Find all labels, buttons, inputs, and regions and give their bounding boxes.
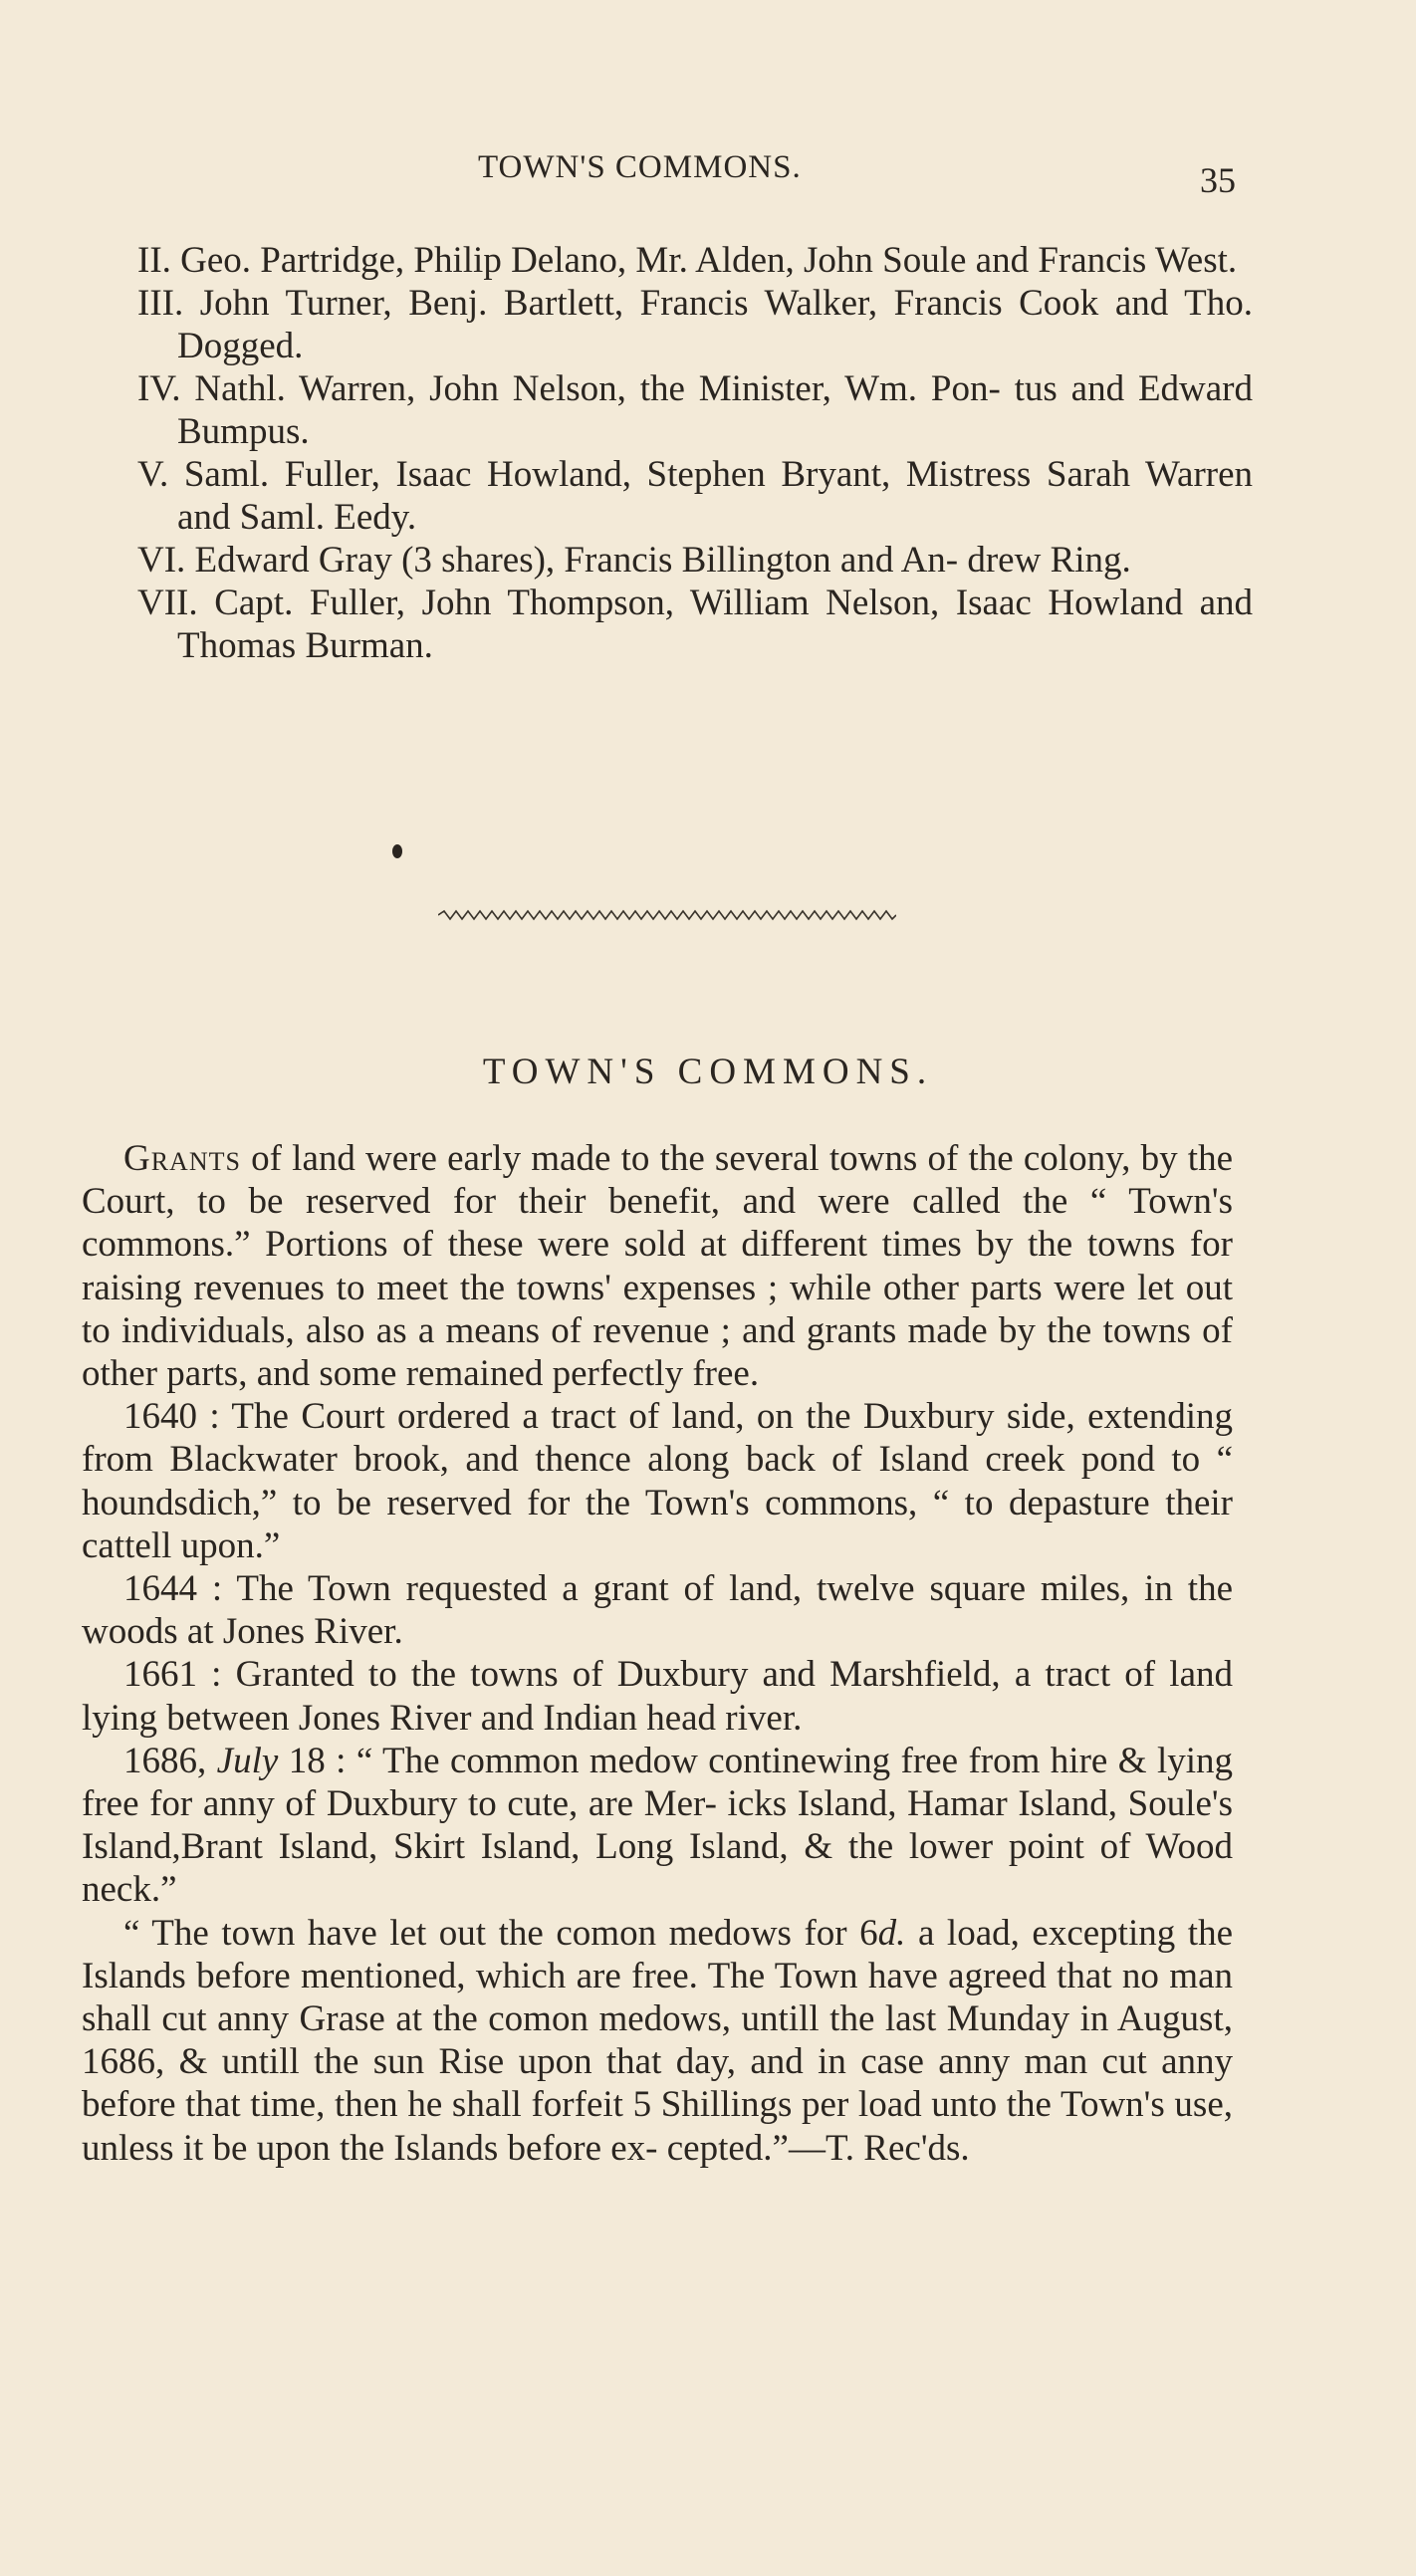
paragraph-text: of land were early made to the several towns of the colony, by the Court, to be reserved for their benefit, and were called the “ Town's commons.” Portions of these were sold at different times by the towns for raising revenues to meet the towns' expenses ; while other parts were let out to individuals, also as a means of revenue ; and grants made by the towns of other parts, and some remained perfectly free.	[82, 1138, 1233, 1395]
shares-list	[137, 239, 1253, 667]
list-item	[137, 539, 1253, 582]
list-text: John Turner, Benj. Bartlett, Francis Walker, Francis Cook and Tho. Dogged.	[177, 283, 1254, 366]
list-numeral: VI.	[137, 540, 186, 581]
drop-lead-word: Grants	[123, 1138, 241, 1179]
list-text: Edward Gray (3 shares), Francis Billington and An- drew Ring.	[194, 540, 1131, 581]
list-numeral: V.	[137, 454, 169, 495]
list-text: Nathl. Warren, John Nelson, the Minister, Wm. Pon- tus and Edward Bumpus.	[177, 368, 1254, 452]
paragraph-text: “ The town have let out the comon medows for 6	[123, 1912, 878, 1954]
list-item	[137, 282, 1253, 367]
paragraph	[82, 1137, 1233, 1395]
list-numeral: II.	[137, 240, 171, 281]
paragraph-text: a load, excepting the Islands before mentioned, which are free. The Town have agreed that no man shall cut anny Grase at the comon medows, untill the last Munday in August, 1686, & untill the sun Rise upon that day, and in case anny man cut anny before that time, then he shall forfeit 5 Shillings per load unto the Town's use, unless it be upon the Islands before ex- cepted.”—T. Rec'ds.	[82, 1912, 1233, 2169]
list-numeral: III.	[137, 283, 184, 324]
italic-month: July	[216, 1740, 279, 1781]
list-text: Geo. Partridge, Philip Delano, Mr. Alden, John Soule and Francis West.	[180, 240, 1238, 281]
section-title: TOWN'S COMMONS.	[482, 1052, 934, 1092]
list-item	[137, 582, 1253, 667]
paragraph: 1640 : The Court ordered a tract of land, on the Duxbury side, extending from Blackwater brook, and thence along back of Island creek pond to “ houndsdich,” to be reserved for the Town's commons, “ to depasture their cattell upon.”	[82, 1396, 1233, 1566]
running-title: TOWN'S COMMONS.	[478, 149, 802, 185]
italic-unit: d.	[877, 1912, 906, 1954]
list-item	[137, 367, 1253, 453]
list-item	[137, 453, 1253, 539]
page-number: 35	[1200, 160, 1236, 200]
paragraph	[82, 1740, 1233, 1912]
list-text: Saml. Fuller, Isaac Howland, Stephen Bryant, Mistress Sarah Warren and Saml. Eedy.	[177, 454, 1254, 538]
list-numeral: VII.	[137, 583, 198, 623]
wavy-rule-ornament	[438, 908, 896, 922]
paragraph: 1661 : Granted to the towns of Duxbury and Marshfield, a tract of land lying between Jones River and Indian head river.	[82, 1654, 1233, 1739]
body-text	[82, 1137, 1233, 2170]
ink-dot	[392, 844, 402, 858]
running-head	[0, 149, 1416, 199]
paragraph: 1644 : The Town requested a grant of land, twelve square miles, in the woods at Jones River.	[82, 1568, 1233, 1653]
paragraph-text: 1686,	[123, 1740, 217, 1781]
list-item	[137, 239, 1253, 282]
list-numeral: IV.	[137, 368, 181, 409]
paragraph	[82, 1912, 1233, 2170]
paragraph-text: 18 : “ The common medow continewing free from hire & lying free for anny of Duxbury to cute, are Mer- icks Island, Hamar Island, Soule's Island,Brant Island, Skirt Island, Long Island, & the lower point of Wood neck.”	[82, 1740, 1233, 1911]
list-text: Capt. Fuller, John Thompson, William Nelson, Isaac Howland and Thomas Burman.	[177, 583, 1254, 666]
